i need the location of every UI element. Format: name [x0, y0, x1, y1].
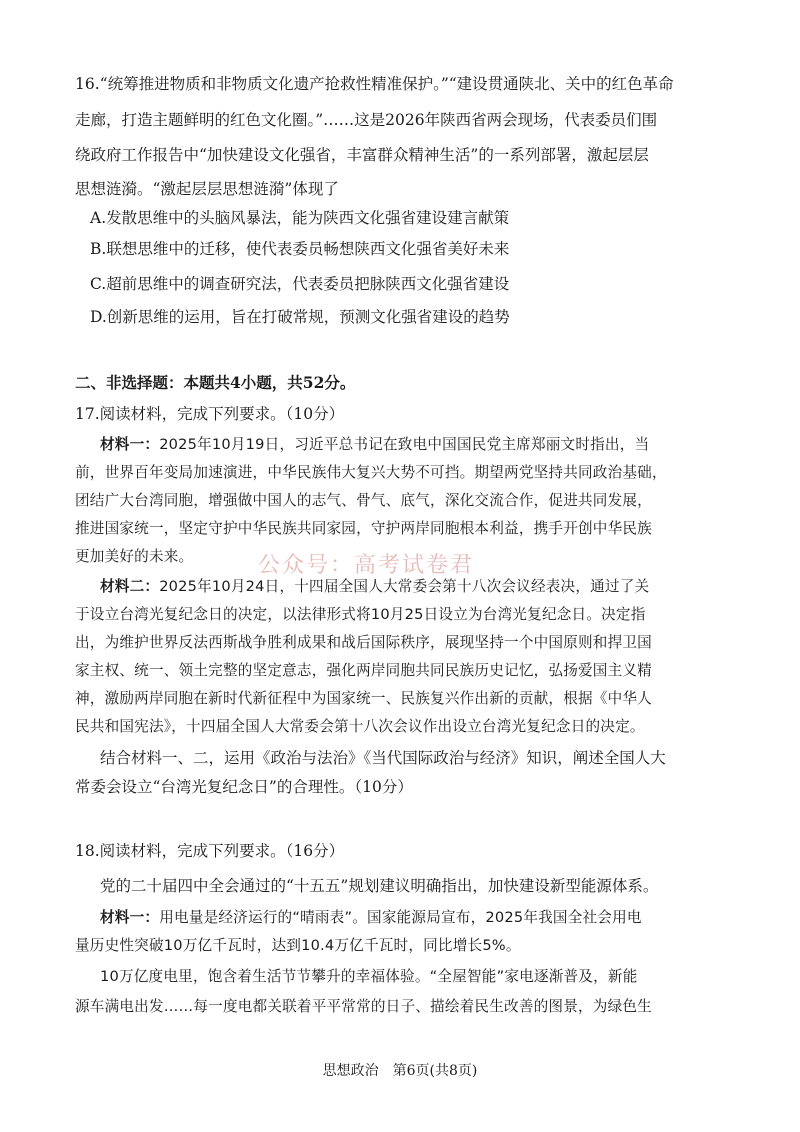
- q17-material-2-line-4: 家主权、统一、领土完整的坚定意志，强化两岸同胞共同民族历史记忆，弘扬爱国主义精: [75, 662, 652, 679]
- q17-material-1-line-4: 推进国家统一，坚定守护中华民族共同家园，守护两岸同胞根本利益，携手开创中华民族: [75, 520, 652, 537]
- q16-option-c: C.超前思维中的调查研究法，代表委员把脉陕西文化强省建设: [90, 275, 510, 293]
- q16-stem-line-2: 走廊，打造主题鲜明的红色文化圈。”……这是2026年陕西省两会现场，代表委员们围: [75, 111, 658, 129]
- q17-material-1-line-5: 更加美好的未来。: [75, 548, 194, 565]
- q18-title: 18.阅读材料，完成下列要求。（16分）: [75, 842, 345, 860]
- q17-material-1-line-3: 团结广大台湾同胞，增强做中国人的志气、骨气、底气，深化交流合作，促进共同发展，: [75, 492, 652, 509]
- q16-stem-line-4: 思想涟漪。“激起层层思想涟漪”体现了: [75, 180, 339, 198]
- q17-material-1-text: 2025年10月19日，习近平总书记在致电中国国民党主席郑丽文时指出，当: [159, 436, 650, 453]
- q18-material-1-label: 材料一：: [100, 909, 160, 926]
- q18-intro: 党的二十届四中全会通过的“十五五”规划建议明确指出，加快建设新型能源体系。: [100, 877, 659, 895]
- q18-paragraph-line-2: 源车满电出发……每一度电都关联着平平常常的日子、描绘着民生改善的图景，为绿色生: [75, 998, 652, 1015]
- q17-material-2-line-2: 于设立台湾光复纪念日的决定，以法律形式将10月25日设立为台湾光复纪念日。决定指: [75, 606, 646, 623]
- q17-material-2-line-1: [100, 577, 649, 597]
- q17-material-1-label: 材料一：: [100, 436, 160, 453]
- q17-material-1-line-2: 前，世界百年变局加速演进，中华民族伟大复兴大势不可挡。期望两党坚持共同政治基础，: [75, 464, 667, 481]
- q18-material-1-line-1: [100, 908, 642, 928]
- page-footer: 思想政治 第6页(共8页): [322, 1063, 478, 1079]
- q17-title: 17.阅读材料，完成下列要求。（10分）: [75, 405, 345, 423]
- section-heading: 二、非选择题：本题共4小题，共52分。: [75, 373, 356, 392]
- q17-task-line-1: 结合材料一、二，运用《政治与法治》《当代国际政治与经济》知识，阐述全国人大: [100, 749, 666, 767]
- watermark: 公众号：高考试卷君: [258, 553, 475, 578]
- q18-material-1-line-2: 量历史性突破10万亿千瓦时，达到10.4万亿千瓦时，同比增长5%。: [75, 937, 521, 954]
- q16-stem-line-1: 16.“统筹推进物质和非物质文化遗产抢救性精准保护。”“建设贯通陕北、关中的红色革命: [75, 75, 674, 93]
- q17-material-2-line-6: 民共和国宪法》，十四届全国人大常委会第十八次会议作出设立台湾光复纪念日的决定。: [75, 718, 645, 735]
- q16-option-a: A.发散思维中的头脑风暴法，能为陕西文化强省建设建言献策: [90, 209, 510, 227]
- q17-material-2-label: 材料二：: [100, 578, 160, 595]
- q17-material-2-line-3: 出，为维护世界反法西斯战争胜利成果和战后国际秩序，展现坚持一个中国原则和捍卫国: [75, 634, 652, 651]
- q17-task-line-2: 常委会设立“台湾光复纪念日”的合理性。（10分）: [75, 778, 413, 796]
- q17-material-2-line-5: 神，激励两岸同胞在新时代新征程中为国家统一、民族复兴作出新的贡献，根据《中华人: [75, 690, 652, 707]
- q16-stem-line-3: 绕政府工作报告中“加快建设文化强省，丰富群众精神生活”的一系列部署，激起层层: [75, 146, 649, 164]
- q18-material-1-text: 用电量是经济运行的“晴雨表”。国家能源局宣布，2025年我国全社会用电: [159, 909, 642, 926]
- q16-option-d: D.创新思维的运用，旨在打破常规，预测文化强省建设的趋势: [90, 308, 510, 326]
- q17-material-2-text: 2025年10月24日，十四届全国人大常委会第十八次会议经表决，通过了关: [159, 578, 650, 595]
- q18-paragraph-line-1: 10万亿度电里，饱含着生活节节攀升的幸福体验。“全屋智能”家电逐渐普及，新能: [100, 968, 638, 985]
- q16-option-b: B.联想思维中的迁移，使代表委员畅想陕西文化强省美好未来: [90, 240, 510, 258]
- q17-material-1-line-1: [100, 435, 649, 455]
